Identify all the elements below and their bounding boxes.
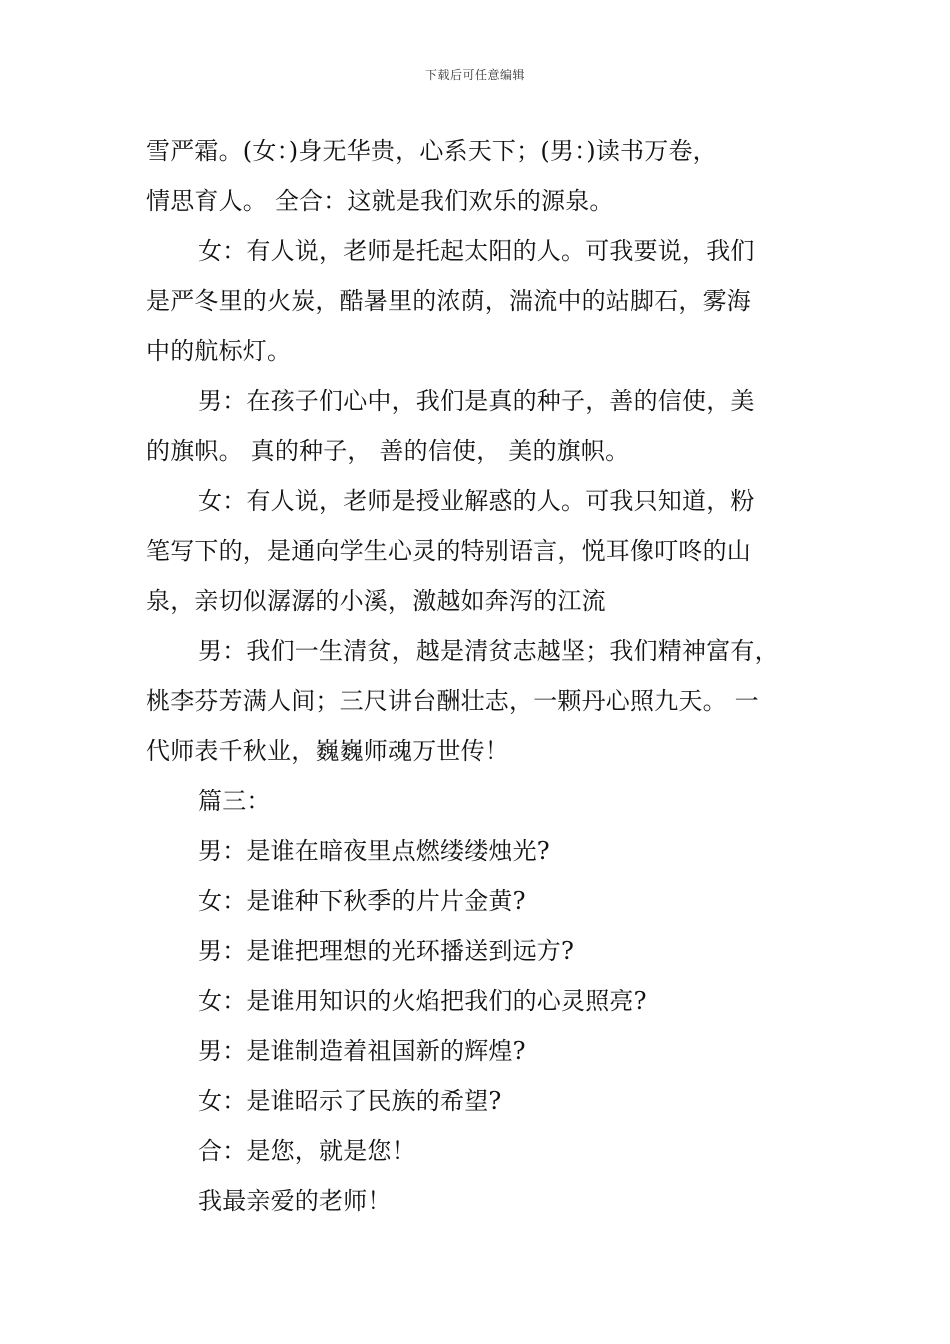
text-line: 男：我们一生清贫，越是清贫志越坚；我们精神富有， [198, 637, 779, 665]
text-line: 泉，亲切似潺潺的小溪，激越如奔泻的江流 [146, 587, 606, 615]
text-line: 女：是谁昭示了民族的希望? [198, 1087, 502, 1115]
text-line: 雪严霜。(女：)身无华贵，心系天下；(男：)读书万卷， [146, 137, 717, 165]
text-line: 是严冬里的火炭，酷暑里的浓荫，湍流中的站脚石，雾海 [146, 287, 751, 315]
text-line: 男：是谁把理想的光环播送到远方? [198, 937, 575, 965]
text-line: 篇三： [198, 787, 271, 815]
text-line: 女：是谁用知识的火焰把我们的心灵照亮? [198, 987, 647, 1015]
text-line: 桃李芬芳满人间；三尺讲台酬壮志，一颗丹心照九天。 一 [146, 687, 759, 715]
text-line: 男：是谁制造着祖国新的辉煌? [198, 1037, 526, 1065]
text-line: 男：在孩子们心中，我们是真的种子，善的信使，美 [198, 387, 755, 415]
text-line: 合：是您，就是您！ [198, 1137, 416, 1165]
text-line: 情思育人。 全合：这就是我们欢乐的源泉。 [146, 187, 614, 215]
text-line: 女：有人说，老师是授业解惑的人。可我只知道，粉 [198, 487, 755, 515]
text-line: 女：有人说，老师是托起太阳的人。可我要说，我们 [198, 237, 755, 265]
text-line: 笔写下的，是通向学生心灵的特别语言，悦耳像叮咚的山 [146, 537, 751, 565]
text-line: 的旗帜。 真的种子， 善的信使， 美的旗帜。 [146, 437, 630, 465]
text-line: 我最亲爱的老师！ [198, 1187, 392, 1215]
text-line: 中的航标灯。 [146, 337, 292, 365]
text-line: 女：是谁种下秋季的片片金黄? [198, 887, 526, 915]
text-line: 男：是谁在暗夜里点燃缕缕烛光? [198, 837, 550, 865]
text-line: 代师表千秋业，巍巍师魂万世传！ [146, 737, 509, 765]
document-body [146, 128, 830, 1228]
page-header: 下载后可任意编辑 [424, 68, 525, 82]
